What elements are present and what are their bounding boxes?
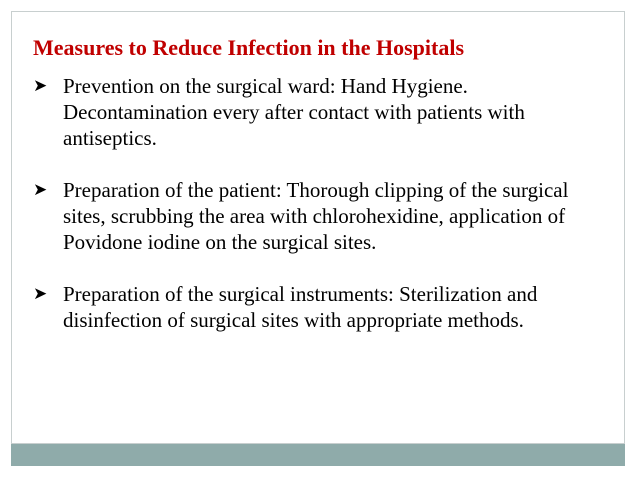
bullet-list — [33, 73, 593, 359]
footer-bar — [11, 444, 625, 466]
bullet-text: Preparation of the surgical instruments: Sterilization and disinfection of surgical sites with appropriate methods. — [63, 282, 538, 332]
bullet-text: Preparation of the patient: Thorough clipping of the surgical sites, scrubbing the area with chlorohexidine, application of Povidone iodine on the surgical sites. — [63, 178, 569, 254]
arrow-bullet-icon: ➤ — [33, 76, 48, 95]
bullet-item — [33, 73, 593, 151]
arrow-bullet-icon: ➤ — [33, 180, 48, 199]
bullet-text: Prevention on the surgical ward: Hand Hygiene. Decontamination every after contact with patients with antiseptics. — [63, 74, 525, 150]
bullet-item — [33, 281, 593, 333]
slide-title: Measures to Reduce Infection in the Hospitals — [33, 35, 465, 60]
bullet-item — [33, 177, 593, 255]
arrow-bullet-icon: ➤ — [33, 284, 48, 303]
